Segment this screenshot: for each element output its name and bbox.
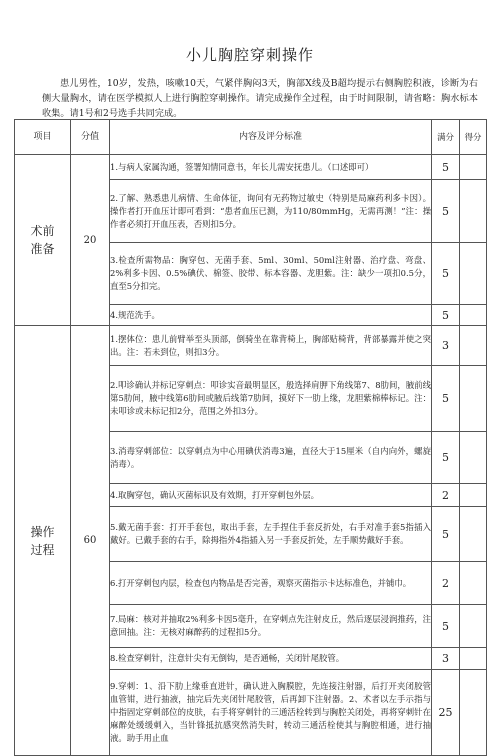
- score-cell: [460, 243, 487, 305]
- score-cell: [460, 305, 487, 326]
- scoring-table: [14, 119, 487, 756]
- criteria-text: 4.规范洗手。: [110, 305, 432, 326]
- full-score-value: 2: [432, 484, 460, 507]
- criteria-text: 1.摆体位：患儿前臂举至头顶部，倒骑坐在靠背椅上，胸部贴椅背，背部暴露并使之突出。注：若未到位，则扣3分。: [110, 326, 432, 366]
- score-cell: [460, 180, 487, 243]
- full-score-value: 5: [432, 305, 460, 326]
- full-score-value: 5: [432, 507, 460, 562]
- case-description: 患儿男性，10岁，发热，咳嗽10天，气紧伴胸闷3天，胸部X线及B超均提示右侧胸腔积液，诊断为右侧大量胸水，请在医学模拟人上进行胸腔穿刺操作。请完成操作全过程，由于时间限制，请省略：胸水标本收集。请1号和2号选手共同完成。: [42, 78, 478, 119]
- criteria-text: 2.叩诊确认并标记穿刺点：叩诊实音最明显区，般选择肩胛下角线第7、8肋间，腋前线第5肋间，腋中线第6肋间或腋后线第7肋间，摸好下一肋上缘，龙胆紫棉棒标记。注：未叩诊或未标记扣2分，范围之外扣3分。: [110, 366, 432, 432]
- category-line: 操作: [30, 524, 55, 539]
- criteria-text: 1.与病人家属沟通，签署知情同意书，年长儿需安抚患儿。（口述即可）: [110, 155, 432, 180]
- full-score-value: 5: [432, 243, 460, 305]
- category-line: 术前: [30, 224, 55, 238]
- score-cell: [460, 484, 487, 507]
- header-score: 得分: [460, 120, 487, 155]
- document-title: 小儿胸腔穿刺操作: [185, 46, 314, 64]
- criteria-text: 9.穿刺：1、沿下肋上缘垂直进针，确认进入胸膜腔，先连接注射器，后打开夹闭胶管血管钳，进行抽液，抽完后先夹闭针尾胶管，后再卸下注射器。2、术者以左手示指与中指固定穿刺部位的皮肤，右手将穿刺针的三通活栓转到与胸腔关闭处，再将穿刺针在麻醉处缓缓刺入，当针锋抵抗感突然消失时，转动三通活栓使其与胸腔相通，进行抽液。助手用止血: [110, 670, 432, 756]
- full-score-value: 5: [432, 155, 460, 180]
- full-score-value: 25: [432, 670, 460, 756]
- score-cell: [460, 670, 487, 756]
- table-row: [15, 155, 487, 180]
- header-full-score: 满分: [432, 120, 460, 155]
- criteria-text: 7.局麻：核对并抽取2%利多卡因5毫升，在穿刺点先注射皮丘，然后逐层浸润推药，注意回抽。注：无核对麻醉药的过程扣5分。: [110, 605, 432, 648]
- table-row: [15, 326, 487, 366]
- full-score-value: 3: [432, 326, 460, 366]
- category-cell: [15, 155, 71, 326]
- table-header-row: [15, 120, 487, 155]
- score-cell: [460, 507, 487, 562]
- score-cell: [460, 366, 487, 432]
- criteria-text: 5.戴无菌手套：打开手套包，取出手套，左手捏住手套反折处，右手对准手套5指插入戴好。已戴手套的右手，除拇指外4指插入另一手套反折处，左手顺势戴好手套。: [110, 507, 432, 562]
- criteria-text: 8.检查穿刺针，注意针尖有无倒钩，是否通畅，关闭针尾胶管。: [110, 648, 432, 670]
- score-cell: [460, 562, 487, 605]
- full-score-value: 2: [432, 562, 460, 605]
- full-score-value: 5: [432, 180, 460, 243]
- full-score-value: 5: [432, 432, 460, 484]
- criteria-text: 6.打开穿刺包内层，检查包内物品是否完善，观察灭菌指示卡达标准色，并铺巾。: [110, 562, 432, 605]
- criteria-text: 4.取胸穿包，确认灭菌标识及有效期，打开穿刺包外层。: [110, 484, 432, 507]
- full-score-value: 5: [432, 366, 460, 432]
- points-cell: 60: [71, 326, 110, 756]
- category-cell: [15, 326, 71, 756]
- header-content: 内容及评分标准: [110, 120, 432, 155]
- criteria-text: 2.了解、熟悉患儿病情、生命体征，询问有无药物过敏史（特别是局麻药利多卡因）。操作者打开血压计即可看到：“患者血压已测，为110/80mmHg，无需再测！”注：操作者必须打开血压表，否则扣5分。: [110, 180, 432, 243]
- full-score-value: 3: [432, 648, 460, 670]
- category-line: 准备: [30, 242, 55, 256]
- score-cell: [460, 326, 487, 366]
- score-cell: [460, 155, 487, 180]
- score-cell: [460, 605, 487, 648]
- category-line: 过程: [30, 542, 55, 557]
- points-cell: 20: [71, 155, 110, 326]
- score-cell: [460, 648, 487, 670]
- criteria-text: 3.消毒穿刺部位：以穿刺点为中心用碘伏消毒3遍，直径大于15厘米（自内向外，螺旋消毒）。: [110, 432, 432, 484]
- header-item: 项目: [15, 120, 71, 155]
- score-cell: [460, 432, 487, 484]
- header-points: 分值: [71, 120, 110, 155]
- full-score-value: 5: [432, 605, 460, 648]
- criteria-text: 3.检查所需物品：胸穿包、无菌手套、5ml、30ml、50ml注射器、治疗盘、弯盘、2%利多卡因、0.5%碘伏、棉签、胶带、标本容器、龙胆紫。注：缺少一项扣0.5分，直至5分扣完。: [110, 243, 432, 305]
